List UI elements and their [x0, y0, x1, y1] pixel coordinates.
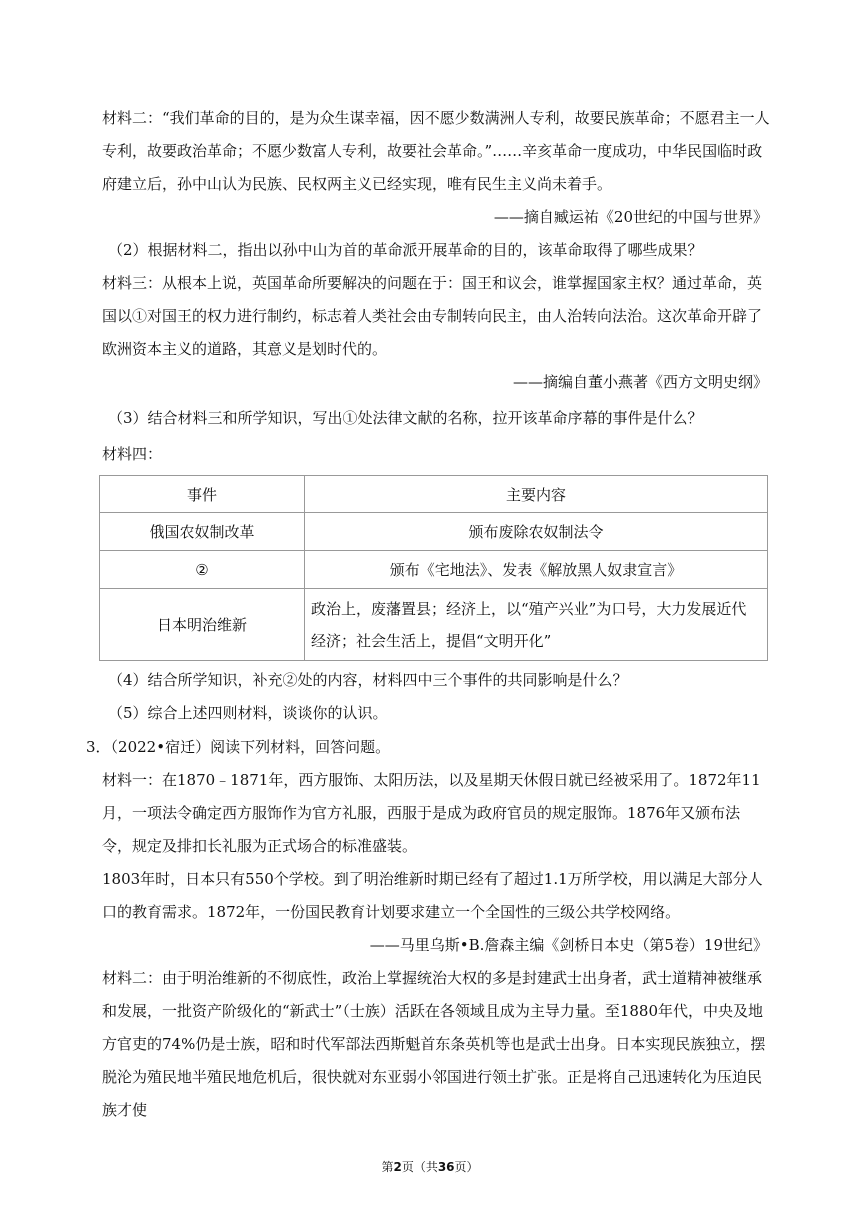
table-header-event: 事件: [100, 476, 305, 513]
question-2: （2）根据材料二，指出以孙中山为首的革命派开展革命的目的，该革命取得了哪些成果？: [108, 241, 703, 259]
problem-3-heading: 3．（2022•宿迁）阅读下列材料，回答问题。: [86, 738, 391, 756]
table-cell: 日本明治维新: [100, 589, 305, 661]
table-cell: 政治上，废藩置县；经济上，以“殖产兴业”为口号，大力发展近代经济；社会生活上，提倡“文明开化”: [305, 589, 768, 661]
p3-source-1: ——马里乌斯•B.詹森主编《剑桥日本史（第5卷）19世纪》: [369, 936, 768, 954]
table-row: [100, 513, 768, 551]
table-header-row: [100, 476, 768, 513]
table-cell: 俄国农奴制改革: [100, 513, 305, 551]
source-3: ——摘编自董小燕著《西方文明史纲》: [512, 373, 768, 391]
page-footer: 第2页（共36页）: [381, 1160, 479, 1174]
question-4: （4）结合所学知识，补充②处的内容，材料四中三个事件的共同影响是什么？: [108, 671, 628, 689]
p3-material-2: 材料二：由于明治维新的不彻底性，政治上掌握统治大权的多是封建武士出身者，武士道精神被继承和发展，一批资产阶级化的“新武士”（士族）活跃在各领域且成为主导力量。至1880年代，中央及地方官吏的74%仍是士族，昭和时代军部法西斯魁首东条英机等也是武士出身。日本实现民族独立，摆脱沦为殖民地半殖民地危机后，很快就对东亚弱小邻国进行领土扩张。正是将自己迅速转化为压迫民族才使: [102, 969, 766, 1119]
p3-material-1: 材料一：在1870﹣1871年，西方服饰、太阳历法，以及星期天休假日就已经被采用了。1872年11月，一项法令确定西方服饰作为官方礼服，西服于是成为政府官员的规定服饰。1876年又颁布法令，规定及排扣长礼服为正式场合的标准盛装。: [102, 771, 761, 855]
material-3: 材料三：从根本上说，英国革命所要解决的问题在于：国王和议会，谁掌握国家主权？通过革命，英国以①对国王的权力进行制约，标志着人类社会由专制转向民主，由人治转向法治。这次革命开辟了欧洲资本主义的道路，其意义是划时代的。: [102, 274, 763, 358]
table-cell: ②: [100, 551, 305, 589]
table-cell: 颁布《宅地法》、发表《解放黑人奴隶宣言》: [305, 551, 768, 589]
source-2: ——摘自臧运祐《20世纪的中国与世界》: [493, 208, 768, 226]
table-row: [100, 551, 768, 589]
material-2: 材料二：“我们革命的目的，是为众生谋幸福，因不愿少数满洲人专利，故要民族革命；不愿君主一人专利，故要政治革命；不愿少数富人专利，故要社会革命。”……辛亥革命一度成功，中华民国临时政府建立后，孙中山认为民族、民权两主义已经实现，唯有民生主义尚未着手。: [102, 109, 770, 193]
material-4-table: [99, 475, 768, 661]
table-cell: 颁布废除农奴制法令: [305, 513, 768, 551]
question-3: （3）结合材料三和所学知识，写出①处法律文献的名称，拉开该革命序幕的事件是什么？: [108, 409, 703, 427]
table-row: [100, 589, 768, 661]
material-4-label: 材料四：: [102, 445, 163, 463]
question-5: （5）综合上述四则材料，谈谈你的认识。: [108, 704, 388, 722]
page-total: 36: [437, 1160, 455, 1174]
p3-material-1b: 1803年时，日本只有550个学校。到了明治维新时期已经有了超过1.1万所学校，用以满足大部分人口的教育需求。1872年，一份国民教育计划要求建立一个全国性的三级公共学校网络。: [102, 870, 763, 921]
table-header-content: 主要内容: [305, 476, 768, 513]
page-number: 2: [393, 1160, 402, 1174]
